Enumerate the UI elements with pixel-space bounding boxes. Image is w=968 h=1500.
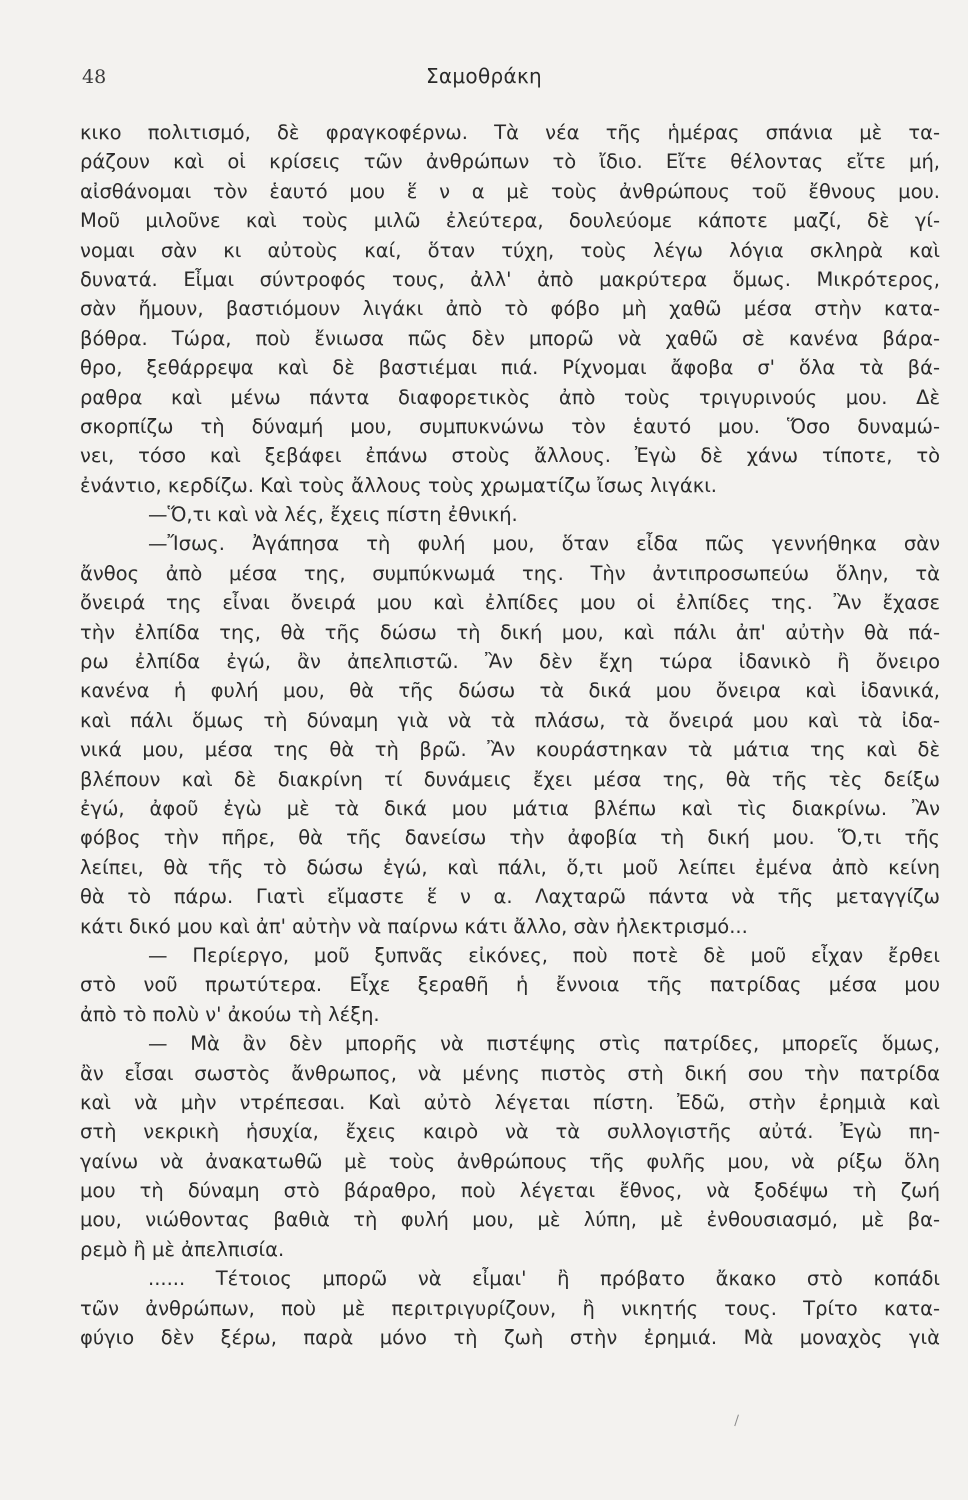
text-line: δυνατά. Εἶμαι σύντροφός τους, ἀλλ' ἀπὸ μακρύτερα ὅμως. Μικρότερος, [80, 267, 940, 291]
text-line: ἂν εἶσαι σωστὸς ἄνθρωπος, νὰ μένης πιστὸς στὴ δική σου τὴν πατρίδα [80, 1061, 940, 1085]
text-line: ἀπὸ τὸ πολὺ ν' ἀκούω τὴ λέξη. [80, 1002, 380, 1026]
text-line: στὸ νοῦ πρωτύτερα. Εἶχε ξεραθῆ ἡ ἔννοια τῆς πατρίδας μέσα μου [80, 973, 940, 997]
page-number: 48 [82, 66, 107, 88]
text-line: λείπει, θὰ τῆς τὸ δώσω ἐγώ, καὶ πάλι, ὅ,τι μοῦ λείπει ἐμένα ἀπὸ κείνη [80, 855, 940, 879]
text-line: γαίνω νὰ ἀνακατωθῶ μὲ τοὺς ἀνθρώπους τῆς φυλῆς μου, νὰ ρίξω ὅλη [80, 1149, 940, 1173]
text-line: ράζουν καὶ οἱ κρίσεις τῶν ἀνθρώπων τὸ ἴδιο. Εἴτε θέλοντας εἴτε μή, [80, 150, 940, 174]
running-head: Σαμοθράκη [425, 64, 543, 88]
text-line: ρω ἐλπίδα ἐγώ, ἂν ἀπελπιστῶ. Ἂν δὲν ἔχη τώρα ἰδανικὸ ἢ ὄνειρο [80, 650, 940, 674]
text-line: τῶν ἀνθρώπων, ποὺ μὲ περιτριγυρίζουν, ἢ νικητής τους. Τρίτο κατα- [80, 1296, 940, 1320]
text-line: βλέπουν καὶ δὲ διακρίνη τί δυνάμεις ἔχει μέσα της, θὰ τῆς τὲς δείξω [80, 767, 940, 791]
text-line: ὄνειρά της εἶναι ὄνειρά μου καὶ ἐλπίδες μου οἱ ἐλπίδες της. Ἂν ἔχασε [80, 591, 940, 615]
text-line: θρο, ξεθάρρεψα καὶ δὲ βαστιέμαι πιά. Ρίχνομαι ἄφοβα σ' ὅλα τὰ βά- [80, 356, 940, 380]
text-line: ...... Τέτοιος μπορῶ νὰ εἶμαι' ἢ πρόβατο ἄκακο στὸ κοπάδι [148, 1267, 940, 1291]
text-line: κάτι δικό μου καὶ ἀπ' αὐτὴν νὰ παίρνω κάτι ἄλλο, σὰν ἠλεκτρισμό... [80, 914, 748, 938]
text-line: φόβος τὴν πῆρε, θὰ τῆς δανείσω τὴν ἀφοβία τὴ δική μου. Ὅ,τι τῆς [80, 826, 940, 850]
text-line: ἐνάντιο, κερδίζω. Καὶ τοὺς ἄλλους τοὺς χρωματίζω ἴσως λιγάκι. [80, 473, 717, 497]
text-line: βόθρα. Τώρα, ποὺ ἔνιωσα πῶς δὲν μπορῶ νὰ χαθῶ σὲ κανένα βάρα- [80, 326, 940, 350]
text-line: νομαι σὰν κι αὐτοὺς καί, ὅταν τύχη, τοὺς λέγω λόγια σκληρὰ καὶ [80, 238, 940, 262]
text-line: σκορπίζω τὴ δύναμή μου, συμπυκνώνω τὸν ἑαυτό μου. Ὅσο δυναμώ- [80, 414, 940, 438]
text-line: θὰ τὸ πάρω. Γιατὶ εἴμαστε ἕ ν α. Λαχταρῶ πάντα νὰ τῆς μεταγγίζω [80, 885, 940, 909]
text-line: σὰν ἤμουν, βαστιόμουν λιγάκι ἀπὸ τὸ φόβο μὴ χαθῶ μέσα στὴν κατα- [80, 297, 940, 321]
text-line: —Ἴσως. Ἀγάπησα τὴ φυλή μου, ὅταν εἶδα πῶς γεννήθηκα σὰν [148, 532, 940, 556]
text-line: ρεμὸ ἢ μὲ ἀπελπισία. [80, 1237, 285, 1261]
text-line: στὴ νεκρικὴ ἡσυχία, ἔχεις καιρὸ νὰ τὰ συλλογιστῆς αὐτά. Ἐγὼ πη- [80, 1120, 940, 1144]
body-text [80, 118, 940, 1352]
text-line: ἐγώ, ἀφοῦ ἐγὼ μὲ τὰ δικά μου μάτια βλέπω καὶ τὶς διακρίνω. Ἂν [80, 796, 940, 820]
text-line: ραθρα καὶ μένω πάντα διαφορετικὸς ἀπὸ τοὺς τριγυρινούς μου. Δὲ [80, 385, 940, 409]
text-line: μου, νιώθοντας βαθιὰ τὴ φυλή μου, μὲ λύπη, μὲ ἐνθουσιασμό, μὲ βα- [80, 1208, 940, 1232]
text-line: φύγιο δὲν ξέρω, παρὰ μόνο τὴ ζωὴ στὴν ἐρημιά. Μὰ μοναχὸς γιὰ [80, 1326, 940, 1350]
text-line: τὴν ἐλπίδα της, θὰ τῆς δώσω τὴ δική μου, καὶ πάλι ἀπ' αὐτὴν θὰ πά- [80, 620, 940, 644]
text-line: νει, τόσο καὶ ξεβάφει ἐπάνω στοὺς ἄλλους. Ἐγὼ δὲ χάνω τίποτε, τὸ [80, 444, 940, 468]
text-line: ἄνθος ἀπὸ μέσα της, συμπύκνωμά της. Τὴν ἀντιπροσωπεύω ὅλην, τὰ [80, 561, 940, 585]
text-line: μου τὴ δύναμη στὸ βάραθρο, ποὺ λέγεται ἔθνος, νὰ ξοδέψω τὴ ζωή [80, 1179, 940, 1203]
text-line: κανένα ἡ φυλή μου, θὰ τῆς δώσω τὰ δικά μου ὄνειρα καὶ ἰδανικά, [80, 679, 940, 703]
text-line: νικά μου, μέσα της θὰ τὴ βρῶ. Ἂν κουράστηκαν τὰ μάτια της καὶ δὲ [80, 738, 940, 762]
text-line: Μοῦ μιλοῦνε καὶ τοὺς μιλῶ ἐλεύτερα, δουλεύομε κάποτε μαζί, δὲ γί- [80, 209, 940, 233]
text-line: —Ὅ,τι καὶ νὰ λές, ἔχεις πίστη ἐθνική. [148, 503, 518, 527]
text-line: αἰσθάνομαι τὸν ἑαυτό μου ἕ ν α μὲ τοὺς ἀνθρώπους τοῦ ἔθνους μου. [80, 179, 940, 203]
text-line: καὶ πάλι ὅμως τὴ δύναμη γιὰ νὰ τὰ πλάσω, τὰ ὄνειρά μου καὶ τὰ ἰδα- [80, 708, 940, 732]
text-line: — Περίεργο, μοῦ ξυπνᾶς εἰκόνες, ποὺ ποτὲ δὲ μοῦ εἶχαν ἔρθει [148, 943, 940, 967]
print-speck [734, 1415, 742, 1428]
text-line: κικο πολιτισμό, δὲ φραγκοφέρνω. Τὰ νέα τῆς ἡμέρας σπάνια μὲ τα- [80, 121, 940, 144]
text-line: — Μὰ ἂν δὲν μπορῆς νὰ πιστέψης στὶς πατρίδες, μπορεῖς ὅμως, [148, 1032, 940, 1056]
text-line: καὶ νὰ μὴν ντρέπεσαι. Καὶ αὐτὸ λέγεται πίστη. Ἐδῶ, στὴν ἐρημιὰ καὶ [80, 1090, 940, 1114]
